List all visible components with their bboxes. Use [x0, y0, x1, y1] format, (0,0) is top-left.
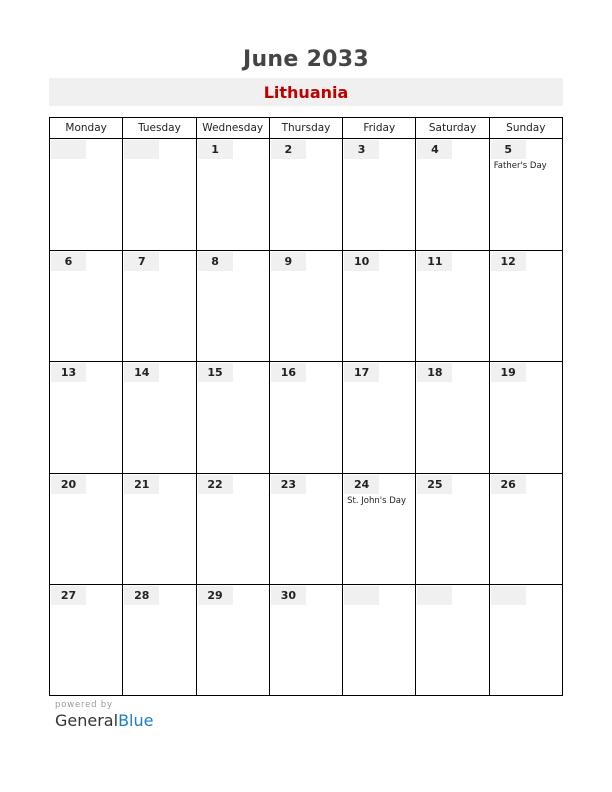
- day-number: 1: [198, 140, 233, 159]
- day-cell[interactable]: [489, 139, 562, 250]
- day-cell[interactable]: [489, 362, 562, 472]
- day-cell[interactable]: [342, 251, 415, 361]
- day-cell[interactable]: [269, 362, 342, 472]
- day-number: [417, 586, 452, 605]
- day-number: [124, 140, 159, 159]
- day-cell[interactable]: [122, 585, 195, 695]
- day-cell[interactable]: [489, 474, 562, 584]
- day-number: 7: [124, 252, 159, 271]
- week-row: [50, 584, 562, 695]
- holiday-label: St. John's Day: [347, 495, 406, 506]
- day-number: 19: [491, 363, 526, 382]
- day-cell[interactable]: [415, 139, 488, 250]
- day-cell[interactable]: [269, 139, 342, 250]
- weekday-saturday: Saturday: [415, 118, 488, 138]
- day-cell[interactable]: [122, 251, 195, 361]
- brand-blue: Blue: [118, 711, 154, 730]
- day-cell[interactable]: [489, 251, 562, 361]
- day-number: 30: [271, 586, 306, 605]
- day-cell[interactable]: [269, 585, 342, 695]
- holiday-label: Father's Day: [493, 161, 547, 171]
- day-number: 5: [491, 140, 526, 159]
- powered-by-label: powered by: [55, 700, 113, 710]
- weekday-sunday: Sunday: [489, 118, 562, 138]
- day-cell[interactable]: [415, 362, 488, 472]
- country-name: Lithuania: [263, 83, 349, 102]
- brand-general: General: [55, 711, 119, 730]
- day-cell[interactable]: [415, 474, 488, 584]
- weekday-thursday: Thursday: [269, 118, 342, 138]
- day-cell[interactable]: [269, 251, 342, 361]
- generalblue-logo[interactable]: [55, 711, 153, 730]
- day-number: 14: [124, 363, 159, 382]
- day-cell[interactable]: [342, 362, 415, 472]
- weekday-monday: Monday: [65, 122, 107, 134]
- week-row: [50, 139, 562, 250]
- day-cell[interactable]: [122, 362, 195, 472]
- day-cell[interactable]: [342, 139, 415, 250]
- day-number: 28: [124, 586, 159, 605]
- day-cell[interactable]: [196, 362, 269, 472]
- calendar-grid: [49, 117, 563, 696]
- day-cell[interactable]: [50, 362, 122, 472]
- day-number: 11: [417, 252, 452, 271]
- day-cell[interactable]: [122, 139, 195, 250]
- day-number: 22: [198, 475, 233, 494]
- day-number: 9: [271, 252, 306, 271]
- day-number: 29: [198, 586, 233, 605]
- calendar-title: June 2033: [242, 47, 370, 72]
- day-number: 24: [344, 475, 379, 494]
- day-number: 8: [198, 252, 233, 271]
- day-cell[interactable]: [196, 585, 269, 695]
- day-cell[interactable]: [50, 585, 122, 695]
- day-number: 4: [417, 140, 452, 159]
- weekday-tuesday: Tuesday: [122, 118, 195, 138]
- day-cell[interactable]: [196, 251, 269, 361]
- day-number: 15: [198, 363, 233, 382]
- day-number: [491, 586, 526, 605]
- week-row: [50, 250, 562, 361]
- day-number: 26: [491, 475, 526, 494]
- weekday-header-row: [50, 118, 562, 139]
- day-cell[interactable]: [415, 251, 488, 361]
- day-number: 23: [271, 475, 306, 494]
- day-cell[interactable]: [415, 585, 488, 695]
- day-number: 6: [51, 252, 86, 271]
- day-number: 10: [344, 252, 379, 271]
- day-cell[interactable]: [196, 139, 269, 250]
- day-cell[interactable]: [489, 585, 562, 695]
- day-cell[interactable]: [50, 139, 122, 250]
- day-number: 13: [51, 363, 86, 382]
- day-number: 17: [344, 363, 379, 382]
- day-number: 20: [51, 475, 86, 494]
- weekday-wednesday: Wednesday: [196, 118, 269, 138]
- day-cell[interactable]: [269, 474, 342, 584]
- day-cell[interactable]: [50, 474, 122, 584]
- day-cell[interactable]: [342, 474, 415, 584]
- day-cell[interactable]: [196, 474, 269, 584]
- day-number: [344, 586, 379, 605]
- day-number: [51, 140, 86, 159]
- week-row: [50, 361, 562, 472]
- day-cell[interactable]: [342, 585, 415, 695]
- day-number: 21: [124, 475, 159, 494]
- day-number: 2: [271, 140, 306, 159]
- weeks-container: [50, 139, 562, 695]
- day-number: 16: [271, 363, 306, 382]
- week-row: [50, 473, 562, 584]
- day-number: 12: [491, 252, 526, 271]
- day-number: 27: [51, 586, 86, 605]
- day-cell[interactable]: [50, 251, 122, 361]
- day-number: 3: [344, 140, 379, 159]
- country-bar: [49, 78, 563, 106]
- day-number: 18: [417, 363, 452, 382]
- day-cell[interactable]: [122, 474, 195, 584]
- footer: [55, 700, 153, 730]
- weekday-friday: Friday: [342, 118, 415, 138]
- day-number: 25: [417, 475, 452, 494]
